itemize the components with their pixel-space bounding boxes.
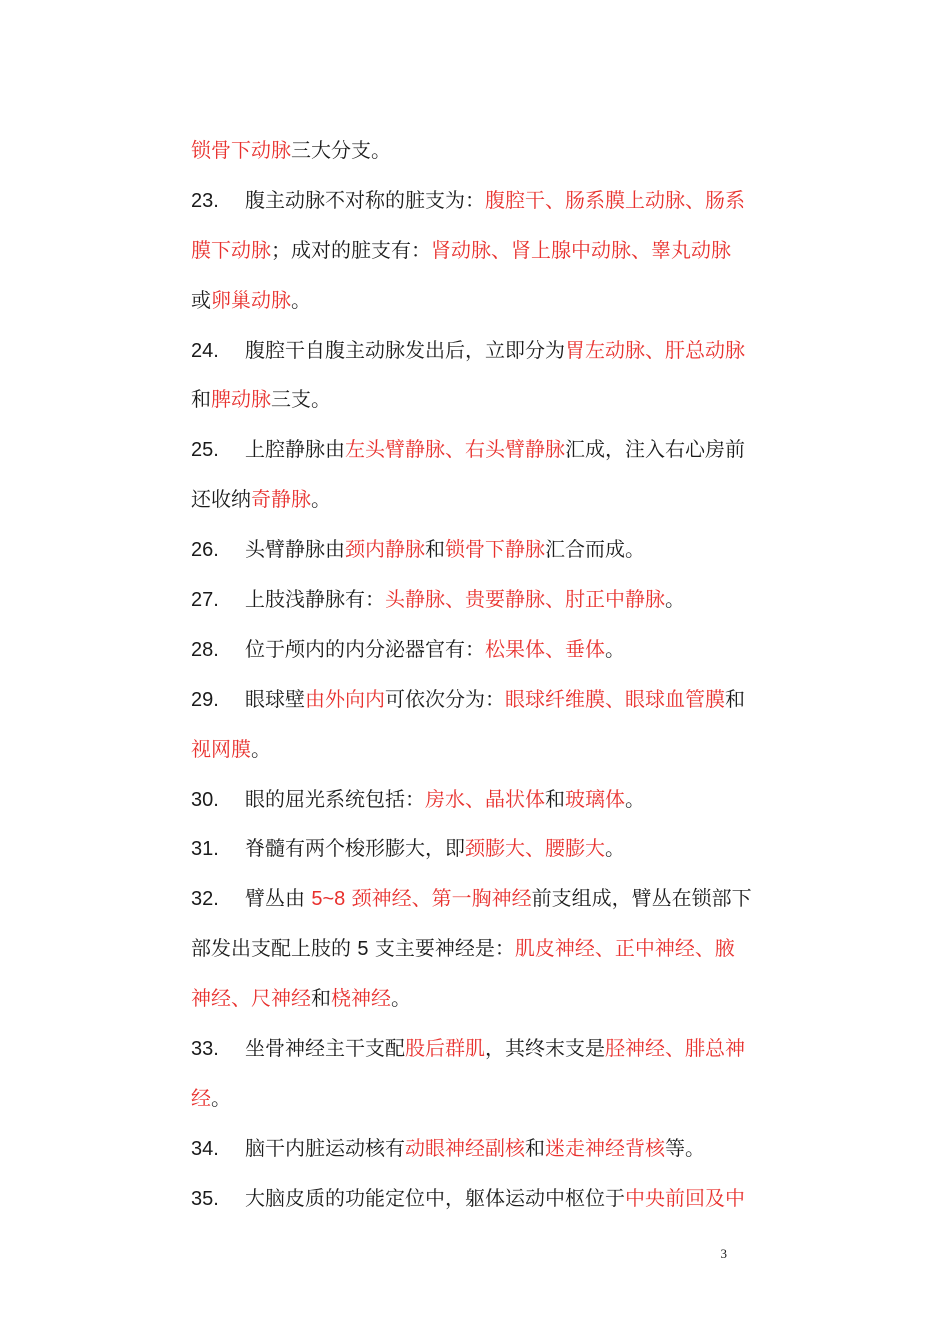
body-text (191, 126, 811, 1224)
text-line (191, 226, 811, 276)
text-line (191, 1074, 811, 1124)
text-segment: 汇成，注入右心房前 (565, 437, 745, 462)
text-segment: 大脑皮质的功能定位中，躯体运动中枢位于 (245, 1185, 625, 1210)
answer-text: 房水、晶状体 (425, 786, 545, 811)
text-line (191, 625, 811, 675)
item-number: 28. (191, 638, 219, 661)
text-segment: 前支组成，臂丛在锁部下 (531, 886, 752, 911)
text-segment: 腹腔干自腹主动脉发出后，立即分为 (245, 337, 565, 362)
text-segment: 还收纳 (191, 487, 251, 512)
answer-text: 股后群肌 (405, 1036, 485, 1061)
text-segment: 眼的屈光系统包括： (245, 786, 425, 811)
text-line (191, 575, 811, 625)
text-segment: 。 (291, 287, 311, 312)
text-line (191, 725, 811, 775)
answer-text: 颈膨大、腰膨大 (465, 836, 605, 861)
answer-text: 头静脉、贵要静脉、肘正中静脉 (385, 587, 665, 612)
text-segment: 。 (251, 736, 271, 761)
text-line (191, 824, 811, 874)
page-number: 3 (720, 1246, 727, 1261)
text-line (191, 525, 811, 575)
text-segment: 脑干内脏运动核有 (245, 1135, 405, 1160)
text-segment: 和 (545, 786, 565, 811)
answer-text: 颈神经、第一胸神经 (345, 886, 532, 911)
text-line (191, 425, 811, 475)
answer-text: 腹腔干、肠系膜上动脉、肠系 (485, 187, 745, 212)
text-segment: 等。 (665, 1135, 705, 1160)
answer-text: 眼球纤维膜、眼球血管膜 (505, 686, 725, 711)
text-segment: 。 (311, 487, 331, 512)
text-segment: 和 (725, 686, 745, 711)
item-number: 31. (191, 838, 219, 861)
text-segment: 。 (605, 636, 625, 661)
answer-text: 左头臂静脉、右头臂静脉 (345, 437, 565, 462)
text-line (191, 375, 811, 425)
item-number: 23. (191, 189, 219, 212)
text-segment: ，其终末支是 (485, 1036, 605, 1061)
answer-text: 中央前回及中 (625, 1185, 745, 1210)
item-number: 33. (191, 1038, 219, 1061)
answer-text: 锁骨下动脉 (191, 138, 291, 162)
answer-text: 迷走神经背核 (545, 1135, 665, 1160)
answer-text: 由外向内 (305, 686, 385, 711)
text-line (191, 675, 811, 725)
item-number: 24. (191, 339, 219, 362)
answer-text: 膜下动脉 (191, 237, 271, 262)
text-line (191, 276, 811, 326)
text-segment: 上肢浅静脉有： (245, 587, 385, 612)
text-segment: 。 (391, 986, 411, 1011)
text-segment: 脊髓有两个梭形膨大，即 (245, 836, 465, 861)
text-segment: 腹主动脉不对称的脏支为： (245, 187, 485, 212)
text-segment: 和 (425, 537, 445, 562)
text-segment: 臂丛由 (245, 886, 312, 911)
answer-text: 奇静脉 (251, 487, 311, 512)
text-segment: 5 (357, 938, 369, 961)
item-number: 25. (191, 439, 219, 462)
answer-text: 松果体、垂体 (485, 636, 605, 661)
item-number: 26. (191, 539, 219, 562)
text-segment: 位于颅内的内分泌器官有： (245, 636, 485, 661)
text-segment: 部发出支配上肢的 (191, 936, 358, 961)
answer-text: 神经、尺神经 (191, 986, 311, 1011)
text-line (191, 924, 811, 974)
item-number: 29. (191, 688, 219, 711)
answer-text: 肾动脉、肾上腺中动脉、睾丸动脉 (431, 237, 731, 262)
text-segment: 和 (525, 1135, 545, 1160)
text-line (191, 1174, 811, 1224)
text-segment: 汇合而成。 (545, 537, 645, 562)
text-segment: 。 (625, 786, 645, 811)
answer-text: 锁骨下静脉 (445, 537, 545, 562)
text-segment: 或 (191, 287, 211, 312)
answer-text: 5~8 (311, 888, 346, 911)
answer-text: 经 (191, 1085, 211, 1110)
text-segment: 支主要神经是： (368, 936, 515, 961)
text-line (191, 326, 811, 376)
text-segment: 。 (211, 1085, 231, 1110)
answer-text: 玻璃体 (565, 786, 625, 811)
answer-text: 颈内静脉 (345, 537, 425, 562)
text-segment: ；成对的脏支有： (271, 237, 431, 262)
text-segment: 三大分支。 (291, 138, 391, 162)
text-line (191, 974, 811, 1024)
answer-text: 卵巢动脉 (211, 287, 291, 312)
answer-text: 胫神经、腓总神 (605, 1036, 745, 1061)
text-segment: 坐骨神经主干支配 (245, 1036, 405, 1061)
text-line (191, 475, 811, 525)
text-segment: 头臂静脉由 (245, 537, 345, 562)
text-line (191, 126, 811, 176)
text-segment: 和 (311, 986, 331, 1011)
answer-text: 视网膜 (191, 736, 251, 761)
text-line (191, 874, 811, 924)
item-number: 34. (191, 1137, 219, 1160)
text-line (191, 176, 811, 226)
answer-text: 脾动脉 (211, 387, 271, 412)
item-number: 27. (191, 589, 219, 612)
text-segment: 和 (191, 387, 211, 412)
text-segment: 三支。 (271, 387, 331, 412)
answer-text: 桡神经 (331, 986, 391, 1011)
item-number: 30. (191, 788, 219, 811)
text-line (191, 1024, 811, 1074)
item-number: 32. (191, 888, 219, 911)
text-segment: 。 (605, 836, 625, 861)
text-line (191, 1124, 811, 1174)
text-segment: 。 (665, 587, 685, 612)
item-number: 35. (191, 1187, 219, 1210)
answer-text: 肌皮神经、正中神经、腋 (514, 936, 735, 961)
text-segment: 可依次分为： (385, 686, 505, 711)
answer-text: 胃左动脉、肝总动脉 (565, 337, 745, 362)
text-segment: 眼球壁 (245, 686, 305, 711)
text-segment: 上腔静脉由 (245, 437, 345, 462)
text-line (191, 775, 811, 825)
answer-text: 动眼神经副核 (405, 1135, 525, 1160)
